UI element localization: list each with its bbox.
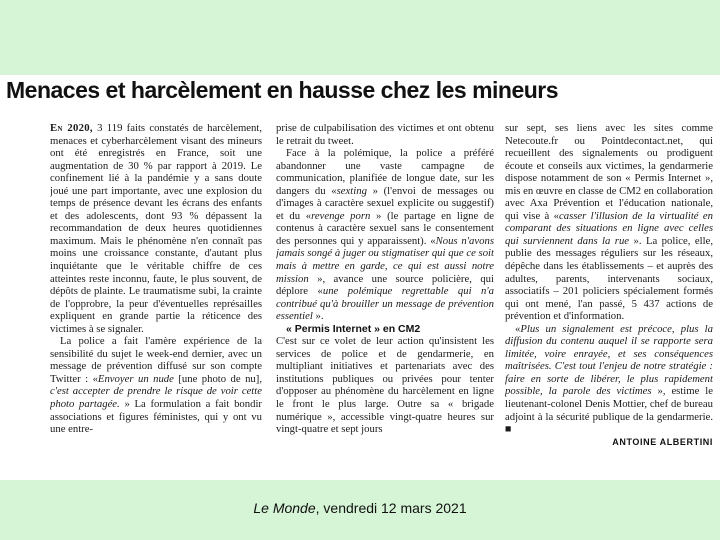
paragraph: En 2020, 3 119 faits constatés de harcèlement, menaces et cyberharcèlement visant des mineurs ont été enregistrés en France, soit une augmentation de 30 % par rapport à 2019. Le confinement lié à la pandémie y a sans doute joué une part importante, avec une explosion du temps de présence devant les écrans des enfants et des adolescents, dont 93 % dépassent la recommandation de deux heures quotidiennes maximum. Mais le phénomène n'en connaît pas moins une croissance constante, d'autant plus inquiétante que le véritable chiffre de ces atteintes reste inconnu, faute, le plus souvent, de dépôts de plainte. Le traumatisme subi, la crainte de l'opprobre, la peur d'éventuelles représailles expliquent en grande partie la réticence des victimes à se signaler.	[50, 122, 262, 335]
article-column-2	[276, 122, 494, 480]
paragraph: C'est sur ce volet de leur action qu'insistent les services de police et de gendarmerie, en multipliant initiatives et partenariats avec des institutions publiques ou privées pour tenter d'opposer au phénomène du harcèlement en ligne le front le plus large. Outre sa « brigade numérique », accessible vingt-quatre heures sur vingt-quatre et sept jours	[276, 335, 494, 436]
article-headline: Menaces et harcèlement en hausse chez les mineurs	[6, 77, 559, 103]
paragraph: La police a fait l'amère expérience de la sensibilité du sujet le week-end dernier, avec un message de prévention diffusé sur son compte Twitter : «Envoyer un nude [une photo de nu], c'est accepter de prendre le risque de voir cette photo partagée. » La formulation a fait bondir associations et figures féministes, qui y ont vu une entre-	[50, 335, 262, 436]
author-signature: ANTOINE ALBERTINI	[612, 436, 713, 447]
lead-in: En 2020,	[50, 122, 93, 134]
paragraph: Face à la polémique, la police a préféré abandonner une vaste campagne de communication, planifiée de longue date, sur les dangers du «sexting » (l'envoi de messages ou d'images à caractère sexuel explicite ou suggestif) et du «revenge porn » (le partage en ligne de contenus à caractère sexuel sans le consentement des personnes qui y apparaissent). «Nous n'avons jamais songé à juger ou stigmatiser qui que ce soit mais à mettre en garde, ce qui est aussi notre mission », avance une source policière, qui déplore «une polémique regrettable qui n'a contribué qu'à brouiller un message de prévention essentiel ».	[276, 147, 494, 323]
source-date: , vendredi 12 mars 2021	[315, 500, 467, 516]
source-caption	[0, 500, 720, 516]
article-column-1	[50, 122, 262, 480]
paragraph: «Plus un signalement est précoce, plus la diffusion du contenu auquel il se rapporte sera limitée, voire enrayée, et ses conséquences maîtrisées. C'est tout l'enjeu de notre stratégie : faire en sorte de libérer, le plus rapidement possible, la parole des victimes », estime le lieutenant-colonel Denis Mottier, chef de bureau adjoint à la sécurité publique de la gendarmerie. ■	[505, 322, 713, 436]
paragraph: prise de culpabilisation des victimes et ont obtenu le retrait du tweet.	[276, 122, 494, 147]
section-subheading: « Permis Internet » en CM2	[286, 322, 421, 335]
article-column-3	[505, 122, 713, 480]
source-name: Le Monde	[253, 500, 316, 516]
paragraph: sur sept, ses liens avec les sites comme Netecoute.fr ou Pointdecontact.net, qui recueillent des signalements ou prodiguent écoute et conseils aux victimes, la gendarmerie dispose notamment de son « Permis Internet », mis en œuvre en classe de CM2 en collaboration avec Axa Prévention et l'éducation nationale, qui vise à «casser l'illusion de la virtualité en comparant des situations en ligne avec celles qui surviennent dans la rue ». La police, elle, publie des messages réguliers sur les réseaux, dépêche dans les établissements – et auprès des adultes, parents, intervenants sociaux, associatifs – 201 policiers spécialement formés qui ont mené, l'an passé, 5 437 actions de prévention et d'information.	[505, 122, 713, 323]
